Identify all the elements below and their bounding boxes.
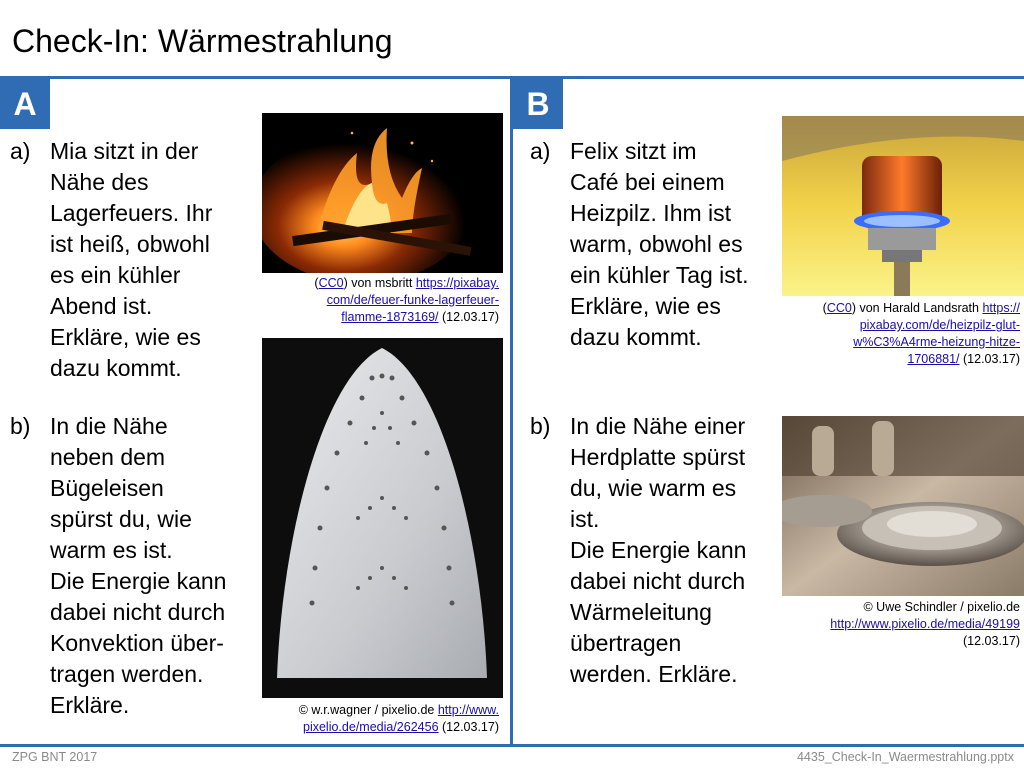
campfire-caption xyxy=(314,275,499,326)
caption-text: ) von Harald Landsrath xyxy=(851,301,983,315)
task-line: Herdplatte spürst xyxy=(570,444,746,470)
task-line: ist heiß, obwohl xyxy=(50,231,210,257)
stove-hotplate-photo xyxy=(782,416,1024,596)
footer-left: ZPG BNT 2017 xyxy=(12,750,98,764)
task-line: ein kühler Tag ist. xyxy=(570,262,749,288)
source-link[interactable]: http://www.pixelio.de/media/49199 xyxy=(830,617,1020,631)
task-line: dabei nicht durch xyxy=(570,568,746,594)
caption-text: ( xyxy=(314,276,319,290)
task-line: warm es ist. xyxy=(50,537,173,563)
task-marker: a) xyxy=(530,138,551,164)
caption-text: ( xyxy=(822,301,827,315)
caption-date: (12.03.17) xyxy=(963,634,1020,648)
patio-heater-photo xyxy=(782,116,1024,296)
task-line: neben dem xyxy=(50,444,166,470)
task-line: Wärmeleitung xyxy=(570,599,712,625)
license-link[interactable]: CC0 xyxy=(318,276,344,290)
task-line: tragen werden. xyxy=(50,661,204,687)
task-line: Café bei einem xyxy=(570,169,725,195)
task-line: werden. Erkläre. xyxy=(570,661,738,687)
panel-a-badge: A xyxy=(0,79,50,129)
task-line: Erkläre, wie es xyxy=(50,324,201,350)
task-line: spürst du, wie xyxy=(50,506,192,532)
task-line: ist. xyxy=(570,506,600,532)
task-line: Lagerfeuers. Ihr xyxy=(50,200,213,226)
task-line: Nähe des xyxy=(50,169,149,195)
copyright-icon: © xyxy=(863,600,873,614)
task-text xyxy=(570,136,749,353)
task-marker: b) xyxy=(10,413,31,439)
task-line: es ein kühler xyxy=(50,262,181,288)
iron-caption xyxy=(299,702,499,736)
source-link[interactable]: com/de/feuer-funke-lagerfeuer- xyxy=(326,293,499,307)
task-marker: b) xyxy=(530,413,551,439)
source-link[interactable]: pixabay.com/de/heizpilz-glut- xyxy=(859,318,1020,332)
source-link[interactable]: 1706881/ xyxy=(907,352,960,366)
task-line: warm, obwohl es xyxy=(570,231,743,257)
campfire-photo xyxy=(262,113,503,273)
task-line: In die Nähe xyxy=(50,413,168,439)
footer-filename: 4435_Check-In_Waermestrahlung.pptx xyxy=(796,750,1014,764)
copyright-icon: © xyxy=(298,703,308,717)
task-line: Mia sitzt in der xyxy=(50,138,199,164)
task-line: Erkläre, wie es xyxy=(570,293,721,319)
task-line: Bügeleisen xyxy=(50,475,164,501)
task-text xyxy=(570,411,746,690)
task-line: Felix sitzt im xyxy=(570,138,697,164)
center-divider xyxy=(510,78,513,746)
caption-text: w.r.wagner / pixelio.de xyxy=(307,703,438,717)
task-marker: a) xyxy=(10,138,31,164)
source-link[interactable]: https://pixabay. xyxy=(415,276,499,290)
source-link[interactable]: flamme-1873169/ xyxy=(341,310,439,324)
iron-soleplate-photo xyxy=(262,338,503,698)
stove-caption xyxy=(830,599,1020,650)
task-line: Die Energie kann xyxy=(50,568,227,594)
caption-text: ) von msbritt xyxy=(343,276,416,290)
task-line: du, wie warm es xyxy=(570,475,737,501)
source-link[interactable]: w%C3%A4rme-heizung-hitze- xyxy=(853,335,1020,349)
task-line: In die Nähe einer xyxy=(570,413,746,439)
task-text xyxy=(50,136,212,384)
task-line: Heizpilz. Ihm ist xyxy=(570,200,732,226)
source-link[interactable]: pixelio.de/media/262456 xyxy=(303,720,439,734)
task-line: übertragen xyxy=(570,630,682,656)
caption-text: Uwe Schindler / pixelio.de xyxy=(872,600,1020,614)
panel-b-badge: B xyxy=(513,79,563,129)
caption-date: (12.03.17) xyxy=(959,352,1020,366)
task-line: Abend ist. xyxy=(50,293,153,319)
slide-title: Check-In: Wärmestrahlung xyxy=(12,23,393,59)
task-line: dazu kommt. xyxy=(50,355,182,381)
license-link[interactable]: CC0 xyxy=(826,301,852,315)
caption-date: (12.03.17) xyxy=(438,310,499,324)
task-line: Erkläre. xyxy=(50,692,130,718)
task-text xyxy=(50,411,226,721)
task-line: Die Energie kann xyxy=(570,537,747,563)
task-line: dabei nicht durch xyxy=(50,599,226,625)
source-link[interactable]: https:// xyxy=(982,301,1020,315)
task-line: dazu kommt. xyxy=(570,324,702,350)
caption-date: (12.03.17) xyxy=(438,720,499,734)
source-link[interactable]: http://www. xyxy=(437,703,499,717)
heater-caption xyxy=(823,300,1020,368)
task-line: Konvektion über- xyxy=(50,630,224,656)
